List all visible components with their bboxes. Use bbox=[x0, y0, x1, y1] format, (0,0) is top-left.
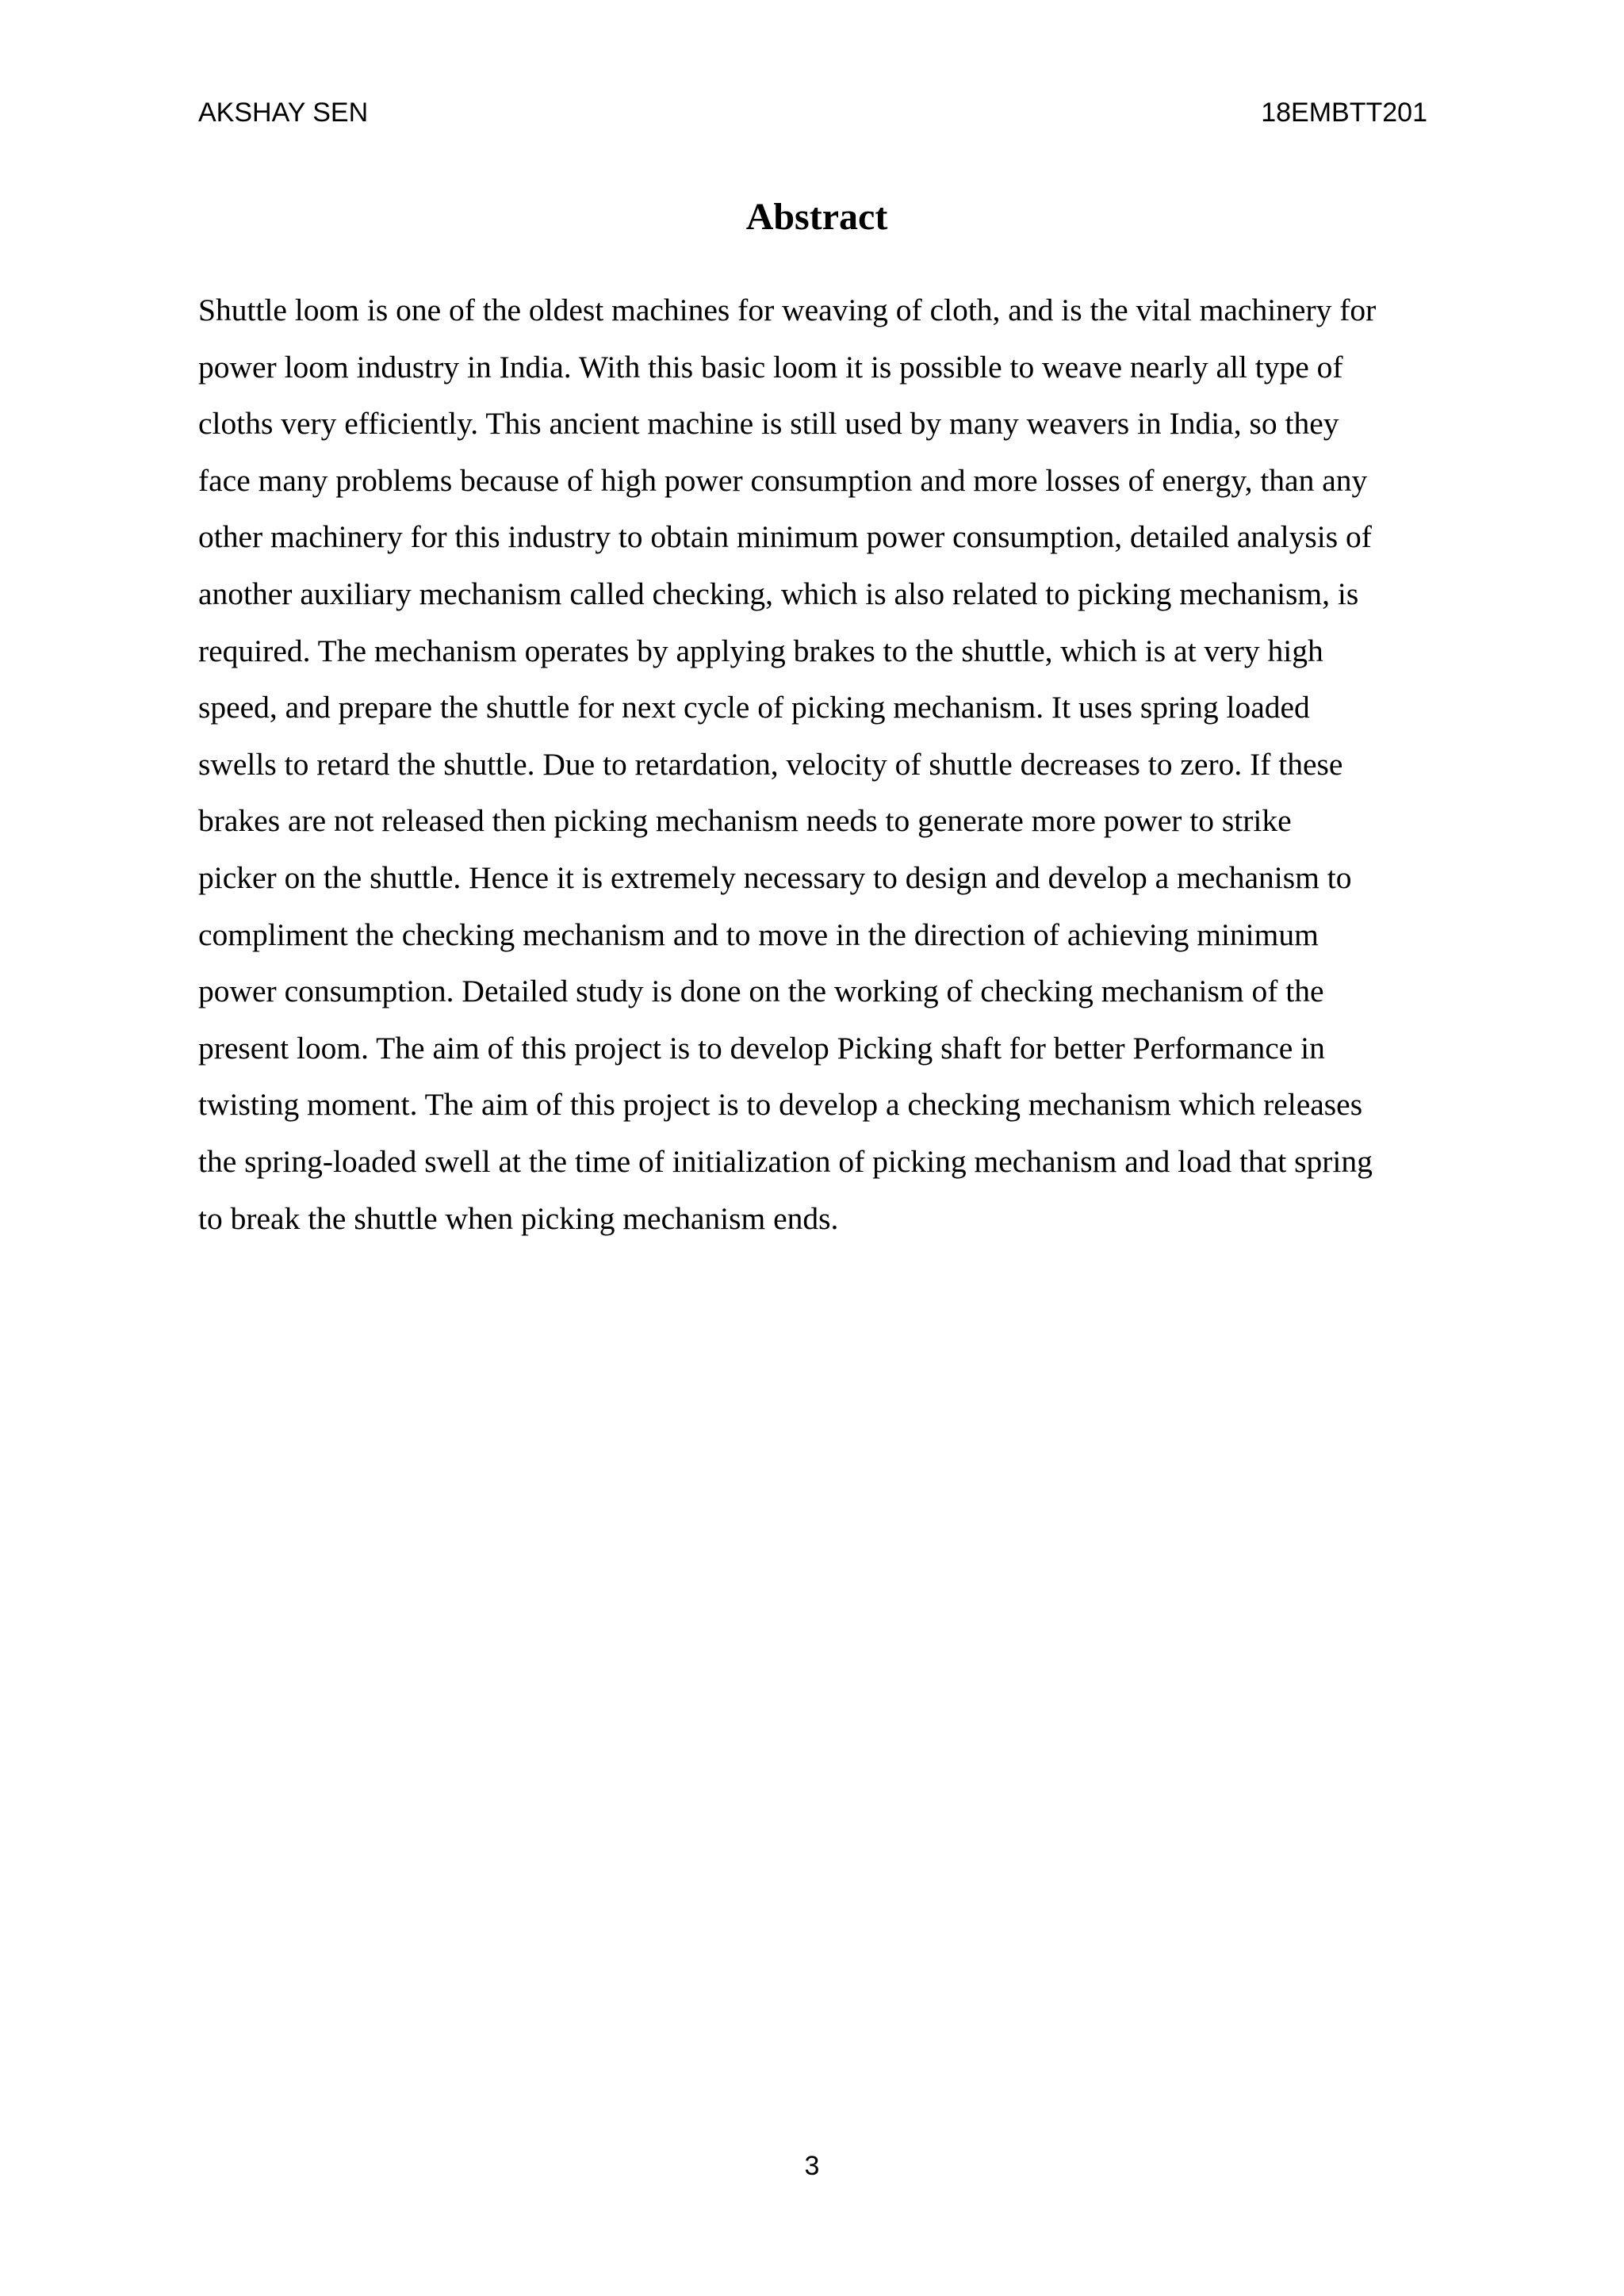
abstract-paragraph bbox=[198, 282, 1440, 1247]
abstract-line: speed, and prepare the shuttle for next cycle of picking mechanism. It uses spring loaded bbox=[198, 690, 1310, 725]
abstract-line: cloths very efficiently. This ancient machine is still used by many weavers in India, so they bbox=[198, 406, 1339, 442]
abstract-line: picker on the shuttle. Hence it is extremely necessary to design and develop a mechanism to bbox=[198, 859, 1352, 895]
abstract-line: twisting moment. The aim of this project is to develop a checking mechanism which releases bbox=[198, 1087, 1363, 1123]
header-id: 18EMBTT201 bbox=[1261, 98, 1427, 128]
header-author: AKSHAY SEN bbox=[198, 98, 369, 128]
abstract-line: to break the shuttle when picking mechanism ends. bbox=[198, 1200, 839, 1236]
page-number: 3 bbox=[804, 2151, 820, 2181]
abstract-line: compliment the checking mechanism and to move in the direction of achieving minimum bbox=[198, 916, 1319, 952]
abstract-line: swells to retard the shuttle. Due to retardation, velocity of shuttle decreases to zero. If these bbox=[198, 746, 1343, 782]
abstract-line: brakes are not released then picking mechanism needs to generate more power to strike bbox=[198, 803, 1292, 839]
abstract-line: required. The mechanism operates by applying brakes to the shuttle, which is at very high bbox=[198, 633, 1323, 668]
page-title: Abstract bbox=[745, 196, 888, 238]
abstract-line: power loom industry in India. With this basic loom it is possible to weave nearly all type of bbox=[198, 349, 1343, 385]
abstract-line: present loom. The aim of this project is to develop Picking shaft for better Performance in bbox=[198, 1030, 1325, 1066]
abstract-line: other machinery for this industry to obtain minimum power consumption, detailed analysis of bbox=[198, 519, 1372, 555]
abstract-line: power consumption. Detailed study is done on the working of checking mechanism of the bbox=[198, 974, 1324, 1009]
abstract-line: the spring-loaded swell at the time of initialization of picking mechanism and load that spring bbox=[198, 1143, 1373, 1179]
abstract-line: Shuttle loom is one of the oldest machines for weaving of cloth, and is the vital machinery for bbox=[198, 293, 1377, 327]
abstract-line: another auxiliary mechanism called checking, which is also related to picking mechanism, is bbox=[198, 576, 1359, 611]
abstract-line: face many problems because of high power consumption and more losses of energy, than any bbox=[198, 462, 1368, 498]
